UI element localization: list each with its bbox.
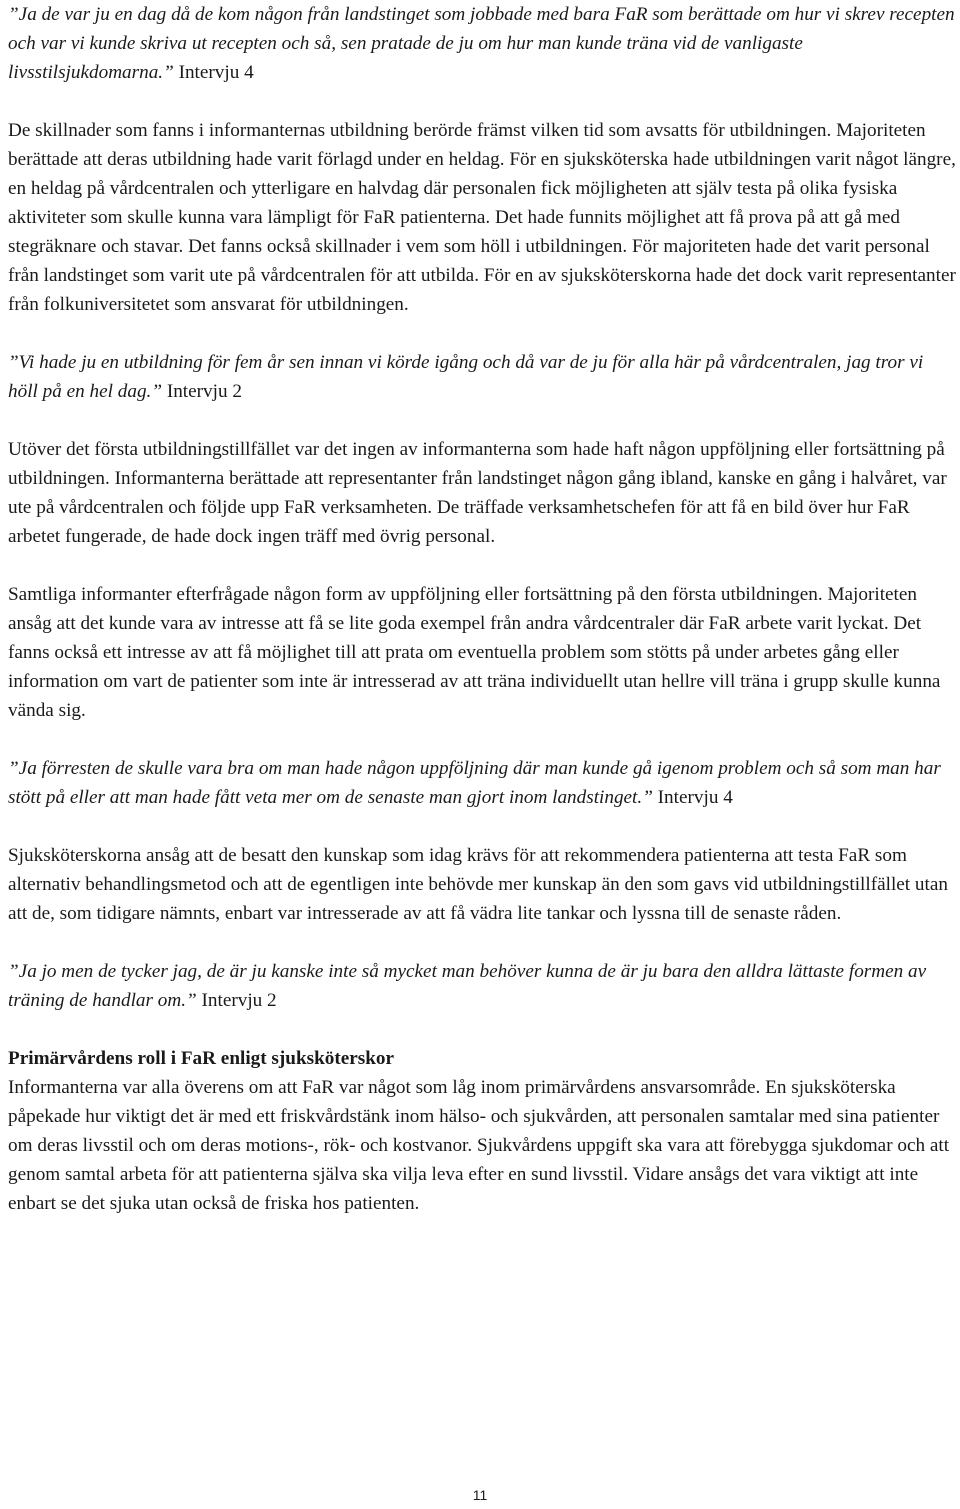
interview-quote — [8, 754, 956, 812]
quote-source: Intervju 2 — [162, 381, 242, 402]
quote-source: Intervju 4 — [173, 62, 254, 83]
interview-quote — [8, 957, 956, 1015]
body-paragraph: Samtliga informanter efterfrågade någon form av uppföljning eller fortsättning på den första utbildningen. Majoriteten ansåg att det kunde vara av intresse att få se lite goda exempel från andra vårdcentraler där FaR arbete varit lyckat. Det fanns också ett intresse av att få möjlighet till att prata om eventuella problem som stötts på under arbetes gång eller information om vart de patienter som inte är intresserad av att träna individuellt utan hellre vill träna i grupp skulle kunna vända sig. — [8, 584, 941, 721]
interview-quote — [8, 348, 956, 406]
body-paragraph: Informanterna var alla överens om att FaR var något som låg inom primärvårdens ansvarsområde. En sjuksköterska påpekade hur viktigt det är med ett friskvårdstänk inom hälso- och sjukvården, att personalen samtalar med sina patienter om deras livsstil och om deras motions-, rök- och kostvanor. Sjukvårdens uppgift ska vara att förebygga sjukdomar och att genom samtal arbeta för att patienterna själva ska vilja leva efter en sund livsstil. Vidare ansågs det vara viktigt att inte enbart se det sjuka utan också de friska hos patienten. — [8, 1077, 950, 1214]
quote-text: ”Ja förresten de skulle vara bra om man hade någon uppföljning där man kunde gå igenom problem och så som man har stött på eller att man hade fått veta mer om de senaste man gjort inom landstinget.” — [8, 758, 941, 808]
document-page — [8, 0, 956, 1218]
section-heading: Primärvårdens roll i FaR enligt sjuksköterskor — [8, 1048, 395, 1069]
spacer — [8, 319, 956, 348]
spacer — [8, 87, 956, 116]
page-number: 11 — [472, 1487, 488, 1503]
quote-text: ”Ja de var ju en dag då de kom någon från landstinget som jobbade med bara FaR som berättade om hur vi skrev recepten och var vi kunde skriva ut recepten och så, sen pratade de ju om hur man kunde träna vid de vanligaste livsstilsjukdomarna.” — [8, 4, 955, 83]
spacer — [8, 551, 956, 580]
body-paragraph: Utöver det första utbildningstillfället var det ingen av informanterna som hade haft någon uppföljning eller fortsättning på utbildningen. Informanterna berättade att representanter från landstinget någon gång ibland, kanske en gång i halvåret, var ute på vårdcentralen och följde upp FaR verksamheten. De träffade verksamhetschefen för att få en bild över hur FaR arbetet fungerade, de hade dock ingen träff med övrig personal. — [8, 439, 947, 547]
spacer — [8, 812, 956, 841]
quote-text: ”Vi hade ju en utbildning för fem år sen innan vi körde igång och då var de ju för alla här på vårdcentralen, jag tror vi höll på en hel dag.” — [8, 352, 924, 402]
body-paragraph: Sjuksköterskorna ansåg att de besatt den kunskap som idag krävs för att rekommendera patienterna att testa FaR som alternativ behandlingsmetod och att de egentligen inte behövde mer kunskap än den som gavs vid utbildningstillfället utan att de, som tidigare nämnts, enbart var intresserade av att få vädra lite tankar och lyssna till de senaste råden. — [8, 845, 948, 924]
quote-source: Intervju 4 — [652, 787, 733, 808]
spacer — [8, 725, 956, 754]
spacer — [8, 928, 956, 957]
quote-text: ”Ja jo men de tycker jag, de är ju kanske inte så mycket man behöver kunna de är ju bara den alldra lättaste formen av träning de handlar om.” — [8, 961, 927, 1011]
spacer — [8, 1015, 956, 1044]
interview-quote — [8, 0, 956, 87]
spacer — [8, 406, 956, 435]
body-paragraph: De skillnader som fanns i informanternas utbildning berörde främst vilken tid som avsatts för utbildningen. Majoriteten berättade att deras utbildning hade varit förlagd under en heldag. För en sjuksköterska hade utbildningen varit något längre, en heldag på vårdcentralen och ytterligare en halvdag där personalen fick möjligheten att själv testa på olika fysiska aktiviteter som skulle kunna vara lämpligt för FaR patienterna. Det hade funnits möjlighet att få prova på att gå med stegräknare och stavar. Det fanns också skillnader i vem som höll i utbildningen. För majoriteten hade det varit personal från landstinget som varit ute på vårdcentralen för att utbilda. För en av sjuksköterskorna hade det dock varit representanter från folkuniversitetet som ansvarat för utbildningen. — [8, 120, 956, 315]
quote-source: Intervju 2 — [196, 990, 277, 1011]
